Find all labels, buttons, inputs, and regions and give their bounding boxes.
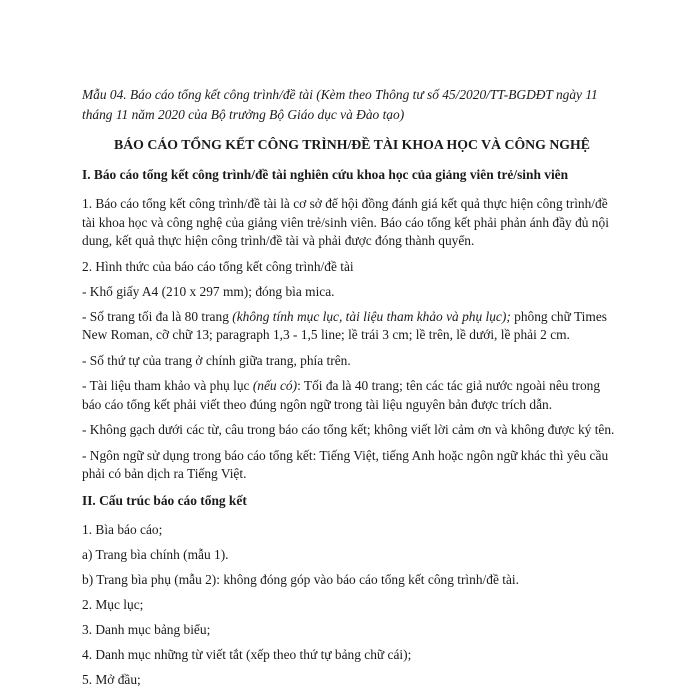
list-item: b) Trang bìa phụ (mẫu 2): không đóng góp vào báo cáo tổng kết công trình/đề tài. [82,571,519,587]
paragraph-6-italic-note: (nếu có) [252,377,298,393]
section-2-heading: II. Cấu trúc báo cáo tổng kết [82,492,247,508]
list-item: 5. Mở đầu; [82,671,141,687]
section-1-paragraph-2: 2. Hình thức của báo cáo tổng kết công trình/đề tài [82,258,354,274]
section-1-paragraph-8: - Ngôn ngữ sử dụng trong báo cáo tổng kết: Tiếng Việt, tiếng Anh hoặc ngôn ngữ khác thì yêu cầu phải có bản dịch ra Tiếng Việt. [82,447,609,482]
section-1-paragraph-1: 1. Báo cáo tổng kết công trình/đề tài là cơ sở để hội đồng đánh giá kết quả thực hiện công trình/đề tài khoa học và công nghệ của giảng viên trẻ/sinh viên. Báo cáo tổng kết phải phản ánh đầy đủ nội dung, kết quả thực hiện công trình/đề tài và phải được đóng thành quyển. [82,196,609,249]
list-item: a) Trang bìa chính (mẫu 1). [82,546,229,562]
paragraph-6-text-a: - Tài liệu tham khảo và phụ lục [82,377,253,393]
paragraph-6-text-c: : Tối đa là 40 trang; tên các tác giả nước ngoài nêu trong báo cáo tổng kết phải viết theo đúng ngôn ngữ trong tài liệu nguyên bản được trích dẫn. [82,377,601,412]
section-1-paragraph-5: - Số thứ tự của trang ở chính giữa trang, phía trên. [82,352,351,368]
template-header: Mẫu 04. Báo cáo tổng kết công trình/đề tài (Kèm theo Thông tư số 45/2020/TT-BGDĐT ngày 11 tháng 11 năm 2020 của Bộ trưởng Bộ Giáo dục và Đào tạo) [82,87,598,122]
paragraph-4-text-c: phông chữ Times New Roman, cỡ chữ 13; paragraph 1,3 - 1,5 line; lề trái 3 cm; lề trên, lề dưới, lề phải 2 cm. [82,308,607,343]
paragraph-4-text-a: - Số trang tối đa là 80 trang [82,308,233,324]
section-1-paragraph-4 [82,308,622,345]
list-item: 2. Mục lục; [82,596,144,612]
list-item: 4. Danh mục những từ viết tắt (xếp theo thứ tự bảng chữ cái); [82,646,412,662]
document-body [82,85,622,696]
document-title: BÁO CÁO TỔNG KẾT CÔNG TRÌNH/ĐỀ TÀI KHOA HỌC VÀ CÔNG NGHỆ [114,137,590,152]
section-1-paragraph-7: - Không gạch dưới các từ, câu trong báo cáo tổng kết; không viết lời cảm ơn và không được ký tên. [82,422,615,438]
list-item: 3. Danh mục bảng biểu; [82,621,211,637]
paragraph-4-italic-note: (không tính mục lục, tài liệu tham khảo và phụ lục); [232,308,511,324]
list-item: 1. Bìa báo cáo; [82,521,163,537]
section-1-paragraph-3: - Khổ giấy A4 (210 x 297 mm); đóng bìa mica. [82,283,335,299]
section-1-paragraph-6 [82,377,622,414]
section-1-heading: I. Báo cáo tổng kết công trình/đề tài nghiên cứu khoa học của giảng viên trẻ/sinh viên [82,167,569,182]
